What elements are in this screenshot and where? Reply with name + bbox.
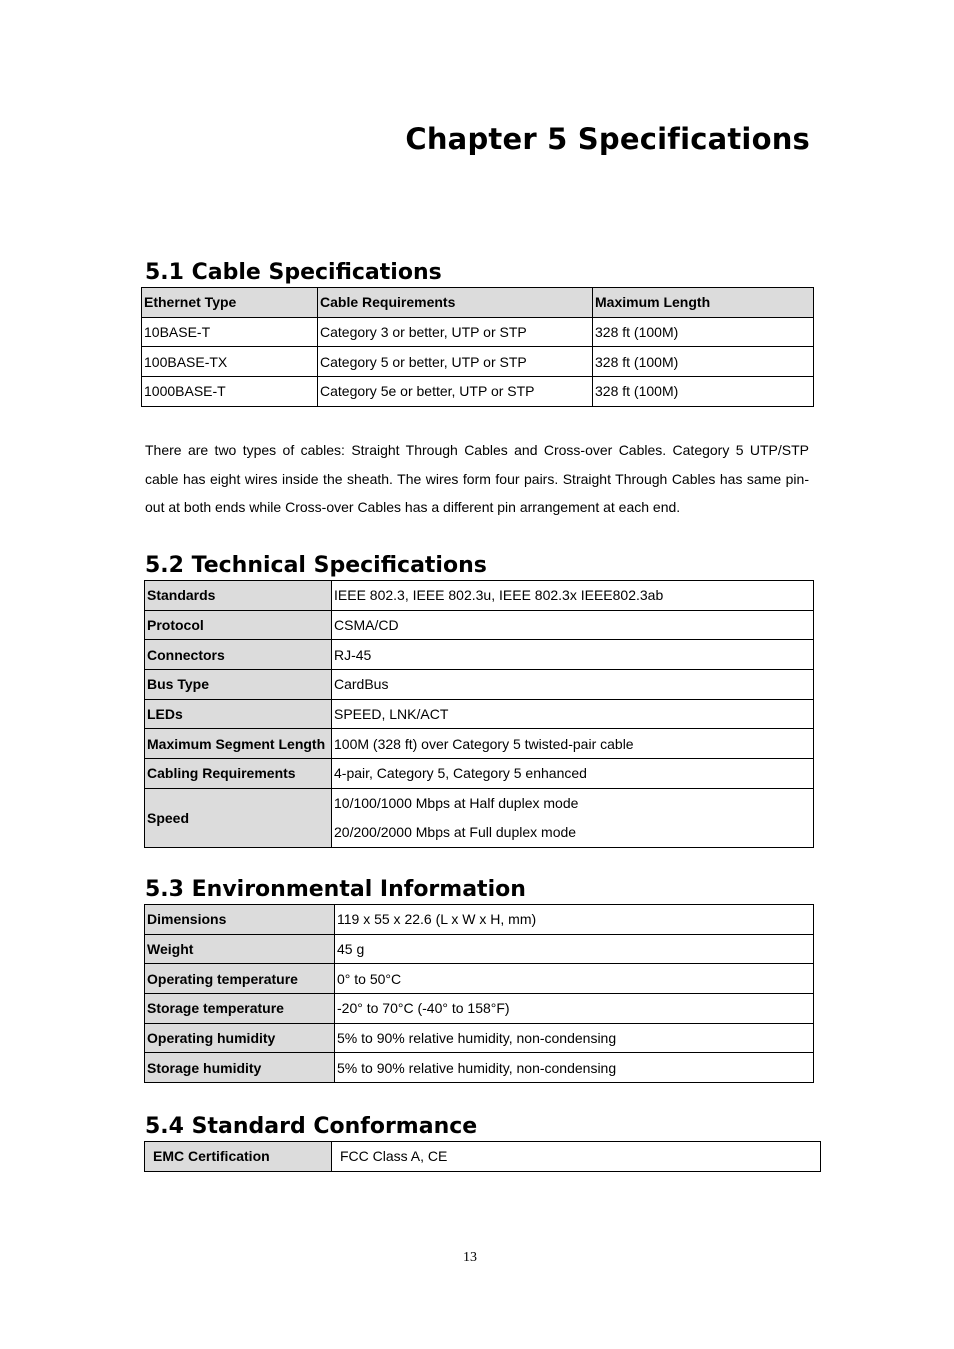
spec-value [332,788,814,847]
column-header: Maximum Length [593,288,814,318]
spec-label: Storage humidity [145,1053,335,1083]
table-row [145,699,814,729]
cable-description-paragraph: There are two types of cables: Straight Through Cables and Cross-over Cables. Category 5 UTP/STP cable has eight wires inside the sheath. The wires form four pairs. Straight Through Cables has same pin-out at both ends while Cross-over Cables has a different pin arrangement at each end. [145,442,809,515]
table-row [145,1142,821,1172]
table-row [145,905,814,935]
table-cell: 100BASE-TX [142,347,318,377]
spec-label: EMC Certification [145,1142,332,1172]
environmental-spec-table [144,904,814,1083]
spec-value: 100M (328 ft) over Category 5 twisted-pair cable [332,729,814,759]
spec-value: SPEED, LNK/ACT [332,699,814,729]
spec-value: CSMA/CD [332,610,814,640]
spec-label: Protocol [145,610,332,640]
spec-value: 0° to 50°C [335,964,814,994]
spec-value: -20° to 70°C (-40° to 158°F) [335,994,814,1024]
spec-value: FCC Class A, CE [332,1142,821,1172]
spec-value: IEEE 802.3, IEEE 802.3u, IEEE 802.3x IEEE802.3ab [332,581,814,611]
speed-full-duplex: 20/200/2000 Mbps at Full duplex mode [334,823,577,840]
spec-value: 45 g [335,934,814,964]
spec-label: Standards [145,581,332,611]
spec-label: Weight [145,934,335,964]
table-row [145,934,814,964]
spec-label: Bus Type [145,670,332,700]
spec-label: Storage temperature [145,994,335,1024]
table-cell: Category 5 or better, UTP or STP [318,347,593,377]
table-row [145,759,814,789]
table-row [142,347,814,377]
section-heading-environmental: 5.3 Environmental Information [145,877,526,902]
table-row [145,640,814,670]
table-row [142,317,814,347]
spec-label: LEDs [145,699,332,729]
table-cell: 1000BASE-T [142,377,318,407]
conformance-table [144,1141,821,1172]
spec-label: Operating humidity [145,1023,335,1053]
section-heading-technical: 5.2 Technical Specifications [145,553,487,578]
spec-value: 5% to 90% relative humidity, non-condensing [335,1053,814,1083]
spec-label: Dimensions [145,905,335,935]
spec-value: CardBus [332,670,814,700]
speed-half-duplex: 10/100/1000 Mbps at Half duplex mode [334,794,579,811]
column-header: Cable Requirements [318,288,593,318]
column-header: Ethernet Type [142,288,318,318]
spec-label: Speed [145,788,332,847]
table-row [145,964,814,994]
technical-spec-table [144,580,814,848]
spec-value: 5% to 90% relative humidity, non-condensing [335,1023,814,1053]
table-cell: 328 ft (100M) [593,377,814,407]
page-number: 13 [463,1250,477,1265]
spec-label: Connectors [145,640,332,670]
cable-spec-table [141,287,814,407]
spec-value: RJ-45 [332,640,814,670]
section-heading-cable: 5.1 Cable Specifications [145,260,442,285]
table-row [145,729,814,759]
table-cell: Category 3 or better, UTP or STP [318,317,593,347]
table-cell: 328 ft (100M) [593,347,814,377]
table-cell: 10BASE-T [142,317,318,347]
spec-label: Operating temperature [145,964,335,994]
table-row [142,377,814,407]
table-row [145,581,814,611]
spec-label: Cabling Requirements [145,759,332,789]
table-cell: 328 ft (100M) [593,317,814,347]
chapter-title: Chapter 5 Specifications [405,122,810,156]
table-row [145,994,814,1024]
table-row [145,670,814,700]
table-row [145,1023,814,1053]
table-row [145,610,814,640]
section-heading-conformance: 5.4 Standard Conformance [145,1114,478,1139]
spec-label: Maximum Segment Length [145,729,332,759]
table-header-row [142,288,814,318]
spec-value: 119 x 55 x 22.6 (L x W x H, mm) [335,905,814,935]
table-row [145,1053,814,1083]
table-row [145,788,814,847]
spec-value: 4-pair, Category 5, Category 5 enhanced [332,759,814,789]
table-cell: Category 5e or better, UTP or STP [318,377,593,407]
